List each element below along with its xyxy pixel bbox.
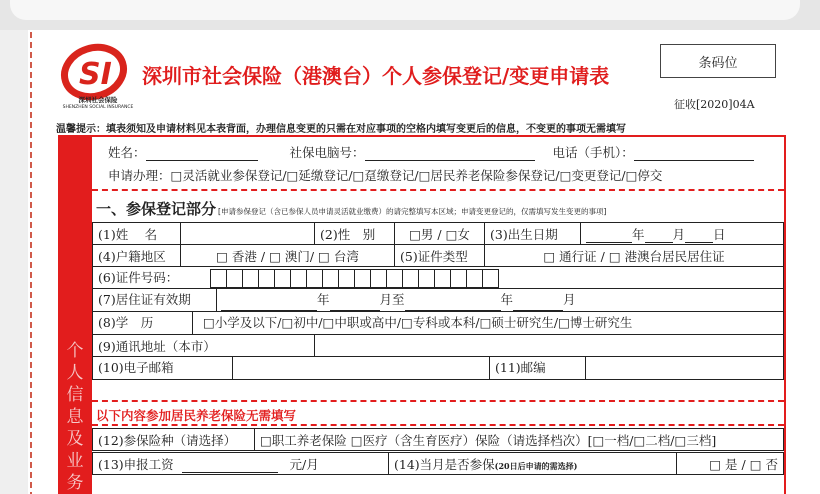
household-cell-label: (4)户籍地区 [93,245,181,267]
idtype-options[interactable]: □ 通行证 / □ 港澳台居民居住证 [485,245,784,267]
wage-unit: 元/月 [289,456,319,472]
applicant-line [108,143,800,161]
name-cell-label: (1)姓 名 [93,223,181,245]
si-logo-icon [60,42,132,104]
yes-no-options[interactable]: □ 是 / □ 否 [677,453,784,475]
table-row [93,223,784,245]
table-row [93,245,784,267]
ssn-label: 社保电脑号： [289,145,365,160]
household-options[interactable]: □ 香港 / □ 澳门/ □ 台湾 [181,245,395,267]
gender-cell-label: (2)性 别 [315,223,395,245]
validity-field[interactable]: 年 月至 年 月 [221,292,576,307]
id-digit-box[interactable] [274,269,291,288]
phone-input[interactable] [634,148,754,161]
insurance-table [92,428,784,451]
address-label: (9)通讯地址（本市） [93,335,315,357]
phone-label: 电话（手机）： [552,145,634,160]
apply-label: 申请办理： [108,168,171,183]
tip-text: 填表须知及申请材料见本表背面，办理信息变更的只需在对应事项的空格内填写变更后的信息，不变更的事项无需填写 [106,124,626,135]
address-field[interactable] [315,335,784,357]
id-digit-box[interactable] [402,269,419,288]
ssn-input[interactable] [365,148,535,161]
section-title: 一、参保登记部分 [96,200,217,218]
tip-line [56,120,626,135]
id-digit-box[interactable] [306,269,323,288]
id-digit-box[interactable] [418,269,435,288]
current-month-row [389,453,677,475]
id-digit-box[interactable] [226,269,243,288]
id-digit-box[interactable] [338,269,355,288]
id-digit-box[interactable] [482,269,499,288]
barcode-box: 条码位 [660,44,776,78]
table-row [93,429,784,451]
idno-row [93,267,784,289]
current-month-note: (20日后申请的需选择) [494,460,578,471]
email-label: (10)电子邮箱 [93,357,233,379]
id-digit-box[interactable] [210,269,227,288]
current-month-label: (14)当月是否参保 [394,456,495,472]
insurance-options[interactable]: □职工养老保险 □医疗（含生育医疗）保险（请选择档次）[□一档/□二档/□三档] [255,429,784,451]
id-digit-box[interactable] [242,269,259,288]
table-row [93,312,784,335]
section-note: [申请参保登记（含已参保人员申请灵活就业缴费）的请完整填写本区域；申请变更登记的，仅需填写发生变更的事项] [218,207,607,216]
idtype-cell-label: (5)证件类型 [395,245,485,267]
viewer-toolbar [10,0,800,20]
dashed-divider [92,189,784,191]
id-digit-box[interactable] [370,269,387,288]
validity-row [93,289,784,312]
name-input[interactable] [146,148,258,161]
form-code: 征收[2020]04A [674,98,755,111]
apply-options[interactable]: □灵活就业参保登记/□延缴登记/□趸缴登记/□居民养老保险参保登记/□变更登记/□停交 [170,168,663,183]
id-digit-box[interactable] [322,269,339,288]
section-heading [96,198,606,219]
dashed-divider [92,400,784,402]
table-row [93,335,784,357]
wage-input[interactable] [182,460,278,473]
resident-note: 以下内容参加居民养老保险无需填写 [96,408,297,423]
tip-lead: 温馨提示： [56,124,106,135]
logo-caption: 深圳社会保险 SHENZHEN SOCIAL INSURANCE [62,96,134,110]
postcode-label: (11)邮编 [489,357,586,379]
id-digit-box[interactable] [466,269,483,288]
birth-field[interactable]: 年 月 日 [581,223,784,245]
wage-label: (13)申报工资 [98,456,174,472]
table-row [93,357,784,380]
education-options[interactable]: □小学及以下/□初中/□中职或高中/□专科或本科/□硕士研究生/□博士研究生 [202,315,633,330]
table-row [93,453,784,475]
idno-boxes[interactable] [210,270,498,285]
registration-table [92,222,784,380]
table-row [93,289,784,312]
education-label: (8)学 历 [93,312,193,334]
id-digit-box[interactable] [434,269,451,288]
name-field[interactable] [181,223,315,245]
birth-cell-label: (3)出生日期 [485,223,581,245]
wage-table [92,452,784,475]
dashed-divider [92,424,784,426]
education-row [93,312,784,335]
name-label: 姓名： [108,145,146,160]
form-title: 深圳市社会保险（港澳台）个人参保登记/变更申请表 [142,64,610,88]
email-row [93,357,784,380]
wage-row [93,453,389,475]
svg-text:SI: SI [79,57,112,92]
viewer-top-bar [0,0,820,30]
idno-label: (6)证件号码： [98,269,179,285]
side-label: 个 人 信 息 及 业 务 [66,341,84,493]
table-row [93,267,784,289]
id-digit-box[interactable] [290,269,307,288]
id-digit-box[interactable] [354,269,371,288]
validity-label: (7)居住证有效期 [93,289,217,311]
margin-rule [30,32,32,494]
id-digit-box[interactable] [258,269,275,288]
insurance-label: (12)参保险种（请选择） [93,429,255,451]
id-digit-box[interactable] [386,269,403,288]
id-digit-box[interactable] [450,269,467,288]
apply-line [108,166,800,184]
gender-options[interactable]: □男 / □女 [395,223,485,245]
side-label-bar [58,135,92,494]
